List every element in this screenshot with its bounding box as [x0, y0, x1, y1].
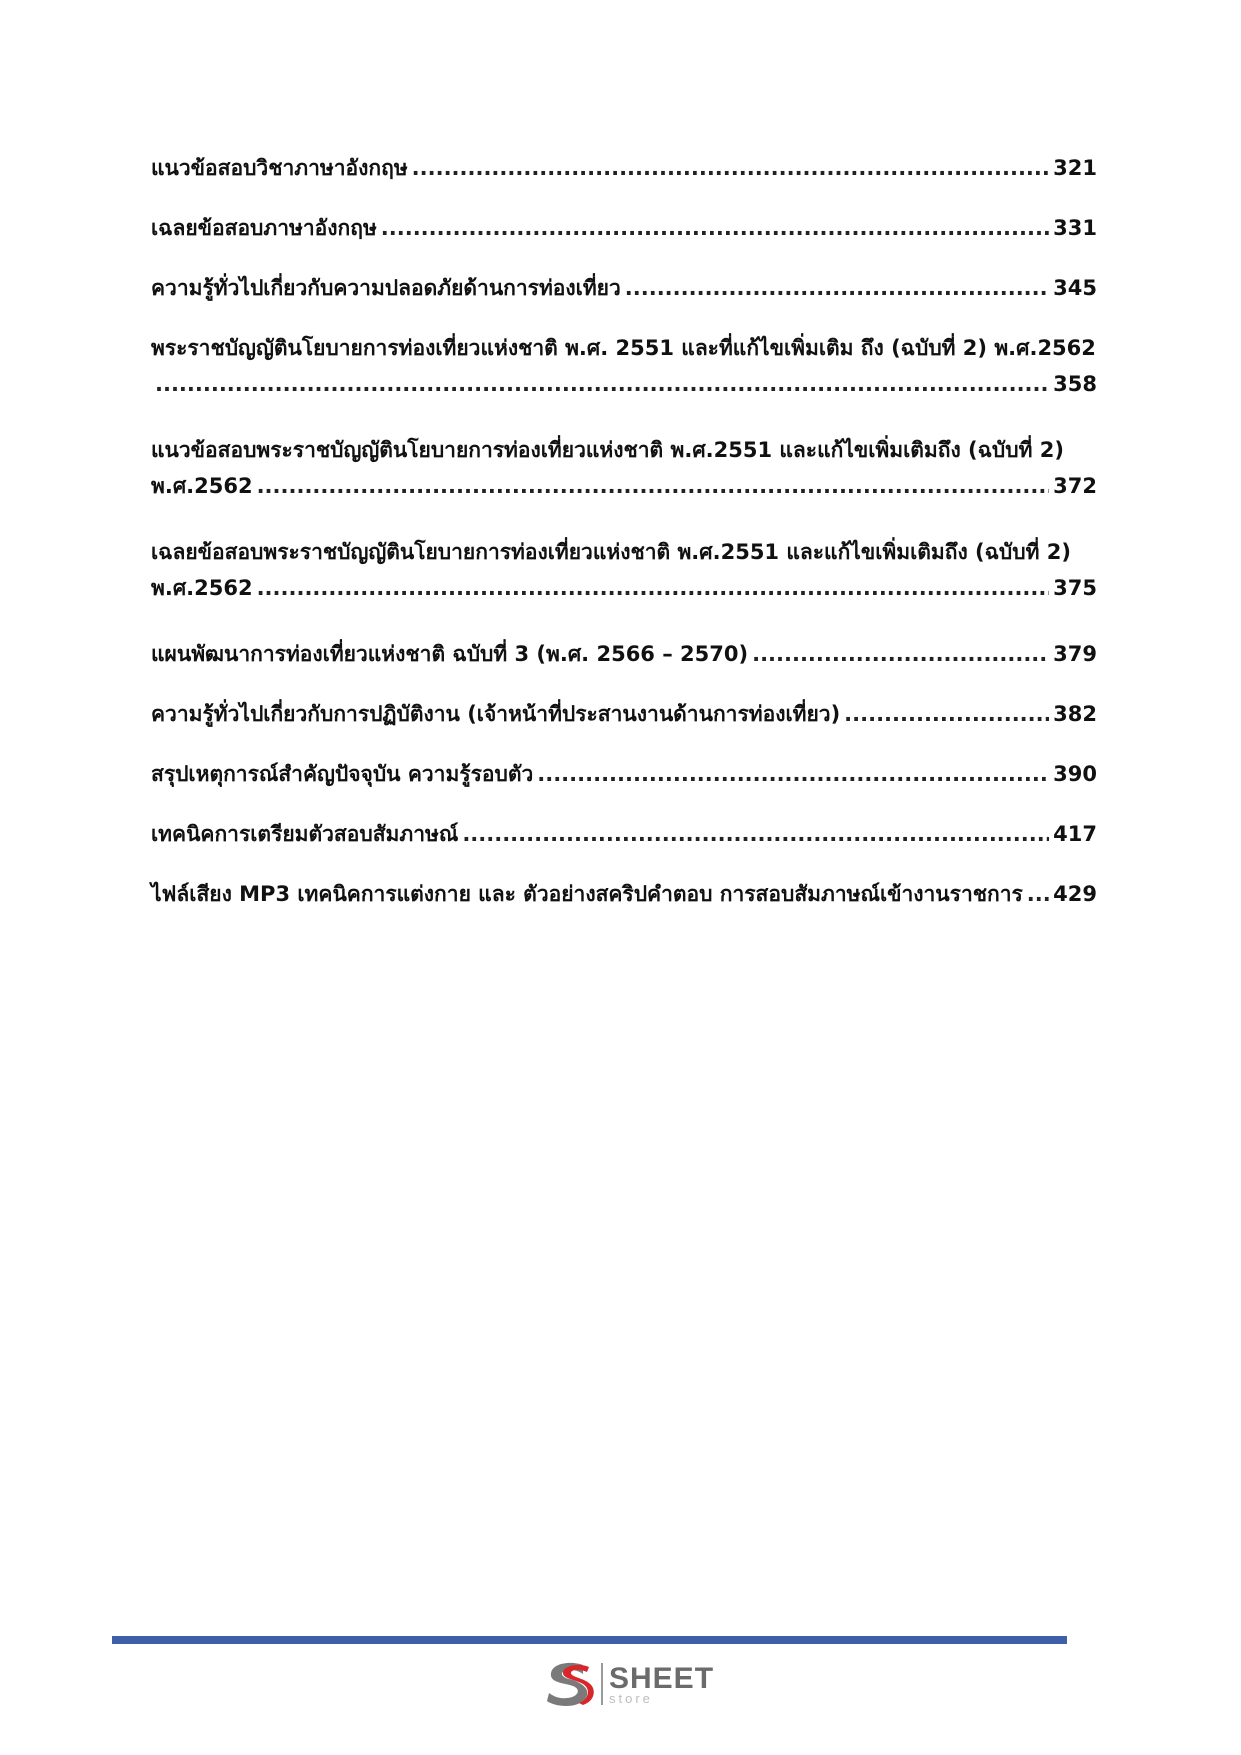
- toc-entry[interactable]: [151, 876, 1097, 912]
- toc-entry-title-continued: พ.ศ.2562: [151, 474, 253, 498]
- dot-leader: [625, 270, 1049, 306]
- dot-leader: [1027, 876, 1049, 912]
- toc-entry-page: 372: [1053, 474, 1097, 498]
- toc-entry-page: 429: [1053, 882, 1097, 906]
- toc-entry-page: 375: [1053, 576, 1097, 600]
- toc-entry-page: 390: [1053, 762, 1097, 786]
- toc-entry-page: 345: [1053, 276, 1097, 300]
- toc-entry-title: ไฟล์เสียง MP3 เทคนิคการแต่งกาย และ ตัวอย่างสคริปคำตอบ การสอบสัมภาษณ์เข้างานราชการ: [151, 882, 1023, 906]
- dot-leader: [257, 468, 1050, 504]
- toc-entry[interactable]: [151, 696, 1097, 732]
- logo-subtext: store: [609, 1690, 653, 1706]
- toc-entry-title: แนวข้อสอบวิชาภาษาอังกฤษ: [151, 156, 408, 180]
- logo-divider: [601, 1663, 603, 1705]
- toc-entry-page: 358: [1053, 372, 1097, 396]
- dot-leader: [462, 816, 1049, 852]
- logo-mark-icon: [543, 1659, 597, 1709]
- toc-entry-title: เทคนิคการเตรียมตัวสอบสัมภาษณ์: [151, 822, 459, 846]
- table-of-contents: [151, 150, 1097, 936]
- toc-entry[interactable]: [151, 432, 1097, 504]
- toc-entry-page: 382: [1053, 702, 1097, 726]
- dot-leader: [155, 366, 1049, 402]
- dot-leader: [412, 150, 1050, 186]
- toc-entry-title: ความรู้ทั่วไปเกี่ยวกับความปลอดภัยด้านการท่องเที่ยว: [151, 276, 621, 300]
- dot-leader: [537, 756, 1049, 792]
- toc-entry-title: เฉลยข้อสอบพระราชบัญญัตินโยบายการท่องเที่ยวแห่งชาติ พ.ศ.2551 และแก้ไขเพิ่มเติมถึง (ฉบับที่ 2): [151, 540, 1071, 564]
- toc-entry-title: แนวข้อสอบพระราชบัญญัตินโยบายการท่องเที่ยวแห่งชาติ พ.ศ.2551 และแก้ไขเพิ่มเติมถึง (ฉบับที่ 2): [151, 438, 1064, 462]
- sheet-store-logo: [543, 1656, 714, 1712]
- dot-leader: [257, 570, 1050, 606]
- toc-entry[interactable]: [151, 210, 1097, 246]
- toc-entry-title: พระราชบัญญัตินโยบายการท่องเที่ยวแห่งชาติ พ.ศ. 2551 และที่แก้ไขเพิ่มเติม ถึง (ฉบับที่ 2) พ.ศ.2562: [151, 336, 1096, 360]
- toc-entry[interactable]: [151, 270, 1097, 306]
- toc-entry-title: แผนพัฒนาการท่องเที่ยวแห่งชาติ ฉบับที่ 3 (พ.ศ. 2566 – 2570): [151, 642, 749, 666]
- toc-entry[interactable]: [151, 816, 1097, 852]
- toc-entry[interactable]: [151, 756, 1097, 792]
- toc-entry-title: เฉลยข้อสอบภาษาอังกฤษ: [151, 216, 377, 240]
- dot-leader: [752, 636, 1049, 672]
- toc-entry-page: 379: [1053, 642, 1097, 666]
- toc-entry-page: 417: [1053, 822, 1097, 846]
- toc-entry-title: สรุปเหตุการณ์สำคัญปัจจุบัน ความรู้รอบตัว: [151, 762, 534, 786]
- toc-entry[interactable]: [151, 150, 1097, 186]
- toc-entry-page: 321: [1053, 156, 1097, 180]
- toc-entry[interactable]: [151, 534, 1097, 606]
- dot-leader: [844, 696, 1049, 732]
- toc-entry[interactable]: [151, 636, 1097, 672]
- logo-text: SHEET: [609, 1661, 715, 1695]
- toc-entry[interactable]: [151, 330, 1097, 402]
- dot-leader: [381, 210, 1049, 246]
- footer-divider: [112, 1636, 1067, 1644]
- toc-entry-title-continued: พ.ศ.2562: [151, 576, 253, 600]
- toc-entry-page: 331: [1053, 216, 1097, 240]
- toc-entry-title: ความรู้ทั่วไปเกี่ยวกับการปฏิบัติงาน (เจ้าหน้าที่ประสานงานด้านการท่องเที่ยว): [151, 702, 841, 726]
